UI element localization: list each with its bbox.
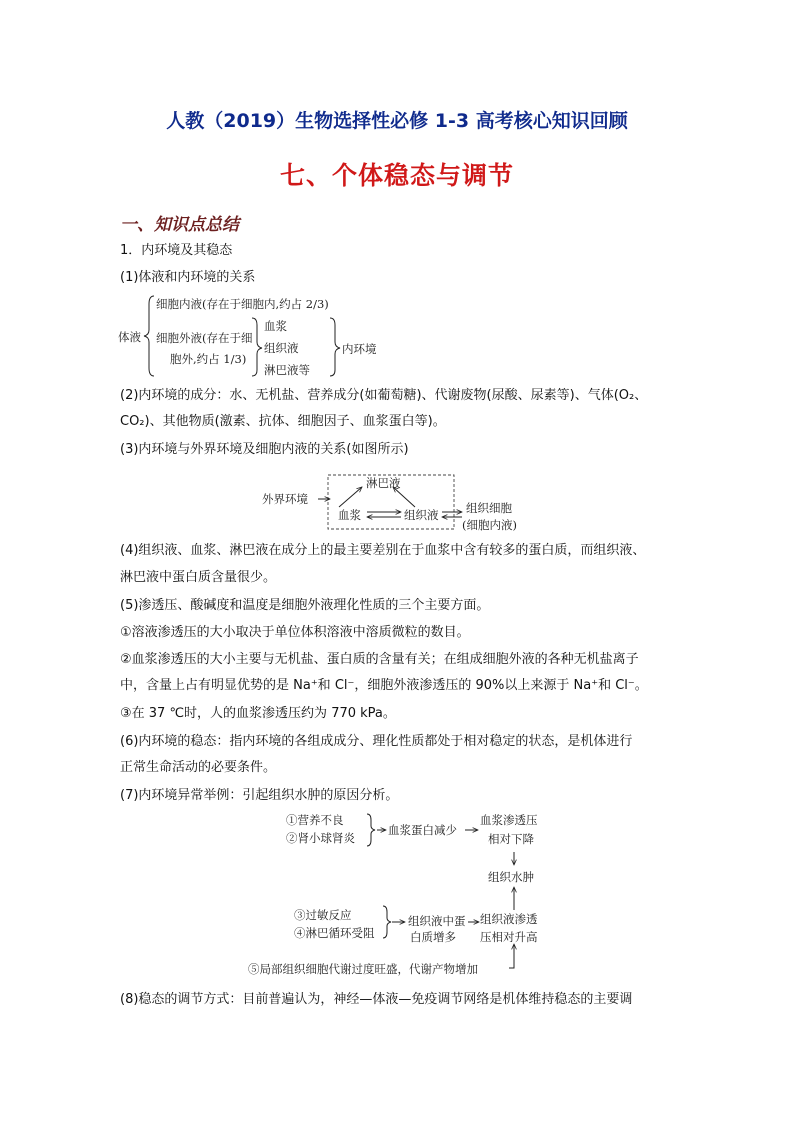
paragraph-2b: CO₂)、其他物质(激素、抗体、细胞因子、血浆蛋白等)。 [120,414,446,429]
document-title: 人教（2019）生物选择性必修 1-3 高考核心知识回顾 [166,110,628,132]
paragraph-3: (3)内环境与外界环境及细胞内液的关系(如图所示) [120,442,409,457]
cause-4: ④淋巴循环受阻 [294,926,375,940]
cause-3: ③过敏反应 [294,908,352,922]
paragraph-5-2a: ②血浆渗透压的大小主要与无机盐、蛋白质的含量有关；在组成细胞外液的各种无机盐离子 [120,652,639,667]
edema-diagram [248,808,570,980]
intracellular-fluid: 细胞内液(存在于细胞内,约占 2/3) [156,297,329,311]
relative-decrease: 相对下降 [488,832,534,846]
body-fluid-diagram [118,292,418,378]
paragraph-2a: (2)内环境的成分：水、无机盐、营养成分(如葡萄糖)、代谢废物(尿酸、尿素等)、气体(O₂、 [120,388,648,403]
paragraph-6b: 正常生命活动的必要条件。 [120,760,277,775]
internal-environment-label: 内环境 [342,342,377,356]
body-fluid-label: 体液 [118,330,141,344]
intracellular-note: (细胞内液) [462,518,517,532]
tissue-fluid-node: 组织液 [404,508,439,522]
paragraph-7: (7)内环境异常举例：引起组织水肿的原因分析。 [120,788,399,803]
plasma-label: 血浆 [264,319,287,333]
tissue-edema: 组织水肿 [488,870,534,884]
external-environment: 外界环境 [262,492,308,506]
paragraph-8: (8)稳态的调节方式：目前普遍认为，神经—体液—免疫调节网络是机体维持稳态的主要调 [120,992,633,1007]
paragraph-6a: (6)内环境的稳态：指内环境的各组成成分、理化性质都处于相对稳定的状态，是机体进行 [120,734,633,749]
tissue-osmotic-b: 压相对升高 [480,930,538,944]
plasma-protein-decrease: 血浆蛋白减少 [388,823,457,837]
paragraph-1: (1)体液和内环境的关系 [120,270,256,285]
paragraph-5: (5)渗透压、酸碱度和温度是细胞外液理化性质的三个主要方面。 [120,598,490,613]
cause-1: ①营养不良 [286,813,344,827]
section-heading: 一、知识点总结 [120,215,239,235]
lymph-label: 淋巴液等 [264,363,310,377]
extracellular-fluid-a: 细胞外液(存在于细 [156,331,253,345]
subsection-title: 1．内环境及其稳态 [120,243,233,258]
extracellular-fluid-b: 胞外,约占 1/3) [170,352,247,366]
tissue-protein-b: 白质增多 [410,930,456,944]
chapter-title: 七、个体稳态与调节 [279,161,514,190]
tissue-cell-node: 组织细胞 [466,501,512,515]
cause-2: ②肾小球肾炎 [286,831,355,845]
plasma-osmotic-pressure: 血浆渗透压 [480,813,538,827]
cause-5: ⑤局部组织细胞代谢过度旺盛，代谢产物增加 [248,962,478,976]
paragraph-5-2b: 中，含量上占有明显优势的是 Na⁺和 Cl⁻，细胞外液渗透压的 90%以上来源于 Na⁺和 Cl⁻。 [120,678,648,693]
tissue-fluid-label: 组织液 [264,341,299,355]
relation-diagram [260,470,540,534]
lymph-node: 淋巴液 [366,476,401,490]
paragraph-4a: (4)组织液、血浆、淋巴液在成分上的最主要差别在于血浆中含有较多的蛋白质，而组织液、 [120,543,646,558]
paragraph-5-3: ③在 37 ℃时，人的血浆渗透压约为 770 kPa。 [120,706,396,721]
tissue-protein-a: 组织液中蛋 [408,914,466,928]
paragraph-4b: 淋巴液中蛋白质含量很少。 [120,570,277,585]
plasma-node: 血浆 [338,508,361,522]
tissue-osmotic-a: 组织液渗透 [480,912,538,926]
paragraph-5-1: ①溶液渗透压的大小取决于单位体积溶液中溶质微粒的数目。 [120,625,470,640]
